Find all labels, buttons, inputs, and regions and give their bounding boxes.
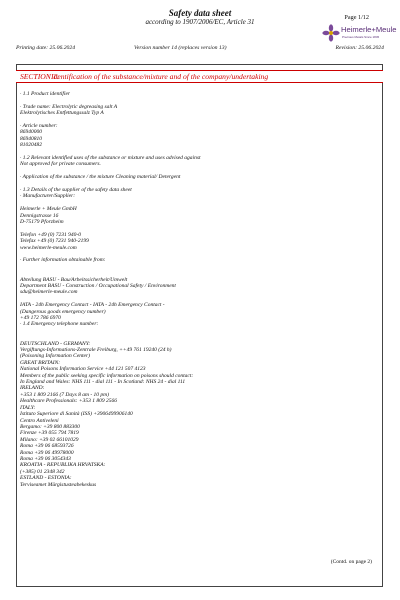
text-line: +353 1 809 2166 (7 Days 8 am - 10 pm) <box>20 391 109 398</box>
version-number: Version number 14 (replaces version 13) <box>134 45 227 51</box>
text-line: D-75179 Pforzheim <box>20 219 64 226</box>
text-line: In England and Wales: NHS 111 - dial 111 - In Scotland: NHS 24 - dial 111 <box>20 379 186 386</box>
text-line: · Trade name: Electrolytic degreasing salt A <box>20 103 118 110</box>
text-line: (Poisoning Information Center) <box>20 353 90 360</box>
text-line: National Poisons Information Service +44 121 507 4123 <box>20 366 146 373</box>
text-line: 86940810 <box>20 135 42 142</box>
document-info-line <box>0 45 400 55</box>
page-number: Page 1/12 <box>344 14 369 21</box>
section-heading <box>16 70 383 83</box>
logo-tagline: Precious Metals Since 1845 <box>342 35 380 39</box>
flower-logo-icon <box>322 24 340 42</box>
text-line: Roma +39 06 3054343 <box>20 455 71 462</box>
text-line: Vergiftungs-Informations-Zentrale Freiburg, ++49 761 19240 (24 h) <box>20 347 172 354</box>
text-line: · 1.1 Product identifier <box>20 91 71 97</box>
section-title: Identification of the substance/mixture and of the company/undertaking <box>51 72 269 81</box>
text-line: +49 172 786 6970 <box>20 315 61 322</box>
text-line: · 1.2 Relevant identified uses of the substance or mixture and uses advised against <box>20 155 201 162</box>
text-line: Telefax +49 (0) 7231 940-2199 <box>20 238 89 245</box>
text-line: 81020482 <box>20 142 42 149</box>
text-line: Centro Antiveleni <box>20 417 59 424</box>
text-line: Department BASU - Construction / Occupational Safety / Environment <box>20 283 176 290</box>
document-subtitle: according to 1907/2006/EC, Article 31 <box>145 18 255 26</box>
text-line: · Application of the substance / the mixture Cleaning material/ Detergent <box>20 174 181 181</box>
text-line: · 1.4 Emergency telephone number: <box>20 321 99 328</box>
text-line: Roma +39 06 49978000 <box>20 449 74 456</box>
text-line: Not approved for private consumers. <box>20 161 101 168</box>
text-line: Milano: +39 02 66101029 <box>20 436 79 443</box>
text-line: · 1.3 Details of the supplier of the safety data sheet <box>20 187 132 194</box>
text-line: Members of the public seeking specific information on poisons should contact: <box>20 372 194 379</box>
text-line: ESTLAND - ESTONIA: <box>20 475 72 482</box>
text-line: sdu@heimerle-meule.com <box>20 289 78 296</box>
text-line: Dennigstrasse 16 <box>20 212 59 219</box>
text-line: · Manufacturer/Supplier: <box>20 193 76 200</box>
text-line: Terviseamet Mürgistusteabekeskus <box>20 481 97 488</box>
text-line: IRELAND: <box>20 385 45 392</box>
text-line: Healthcare Professionals: +353 1 809 2566 <box>20 398 117 405</box>
text-line: GREAT BRITAIN: <box>20 359 61 366</box>
text-line: · Article number: <box>20 123 58 129</box>
text-line: Istituto Superiore di Sanità (ISS) +3906499906140 <box>20 411 133 418</box>
logo-wordmark: Heimerle+Meule <box>341 25 397 34</box>
text-line: Telefon +49 (0) 7231 940-0 <box>20 231 81 238</box>
text-line: (Dangerous goods emergency number) <box>20 308 106 315</box>
text-line: DEUTSCHLAND - GERMANY: <box>20 340 91 347</box>
text-line: KROATIA - REPUBLIKA HRVATSKA: <box>20 462 106 469</box>
printing-date: Printing date: 25.06.2024 <box>16 45 76 51</box>
company-logo <box>322 24 397 44</box>
text-line: · Further information obtainable from: <box>20 257 106 264</box>
text-line: (+385) 01 2348 342 <box>20 468 65 475</box>
text-line: Heimerle + Meule GmbH <box>20 206 77 213</box>
text-line: www.heimerle-meule.com <box>20 244 77 251</box>
text-line: 86940000 <box>20 129 42 136</box>
section-number: SECTION 1: <box>20 72 60 81</box>
text-line: ITALY: <box>20 404 36 411</box>
revision-date: Revision: 25.06.2024 <box>335 45 384 51</box>
text-line: Roma +39 06 68593726 <box>20 443 74 450</box>
text-line: Bergamo: +39 800 883300 <box>20 423 80 430</box>
section-body <box>20 91 378 488</box>
continuation-note: (Contd. on page 2) <box>330 559 372 565</box>
text-line: Abteilung BASU - Bau/Arbeitssicherheit/Umwelt <box>20 276 128 283</box>
document-title: Safety data sheet <box>168 8 232 18</box>
text-line: Firenze +39 055 794 7819 <box>20 430 79 437</box>
text-line: IATA - 24h Emergency Contact - IATA - 24h Emergency Contact - <box>20 302 165 309</box>
text-line: Elektrolytisches Entfettungssalz Typ A <box>20 110 104 117</box>
